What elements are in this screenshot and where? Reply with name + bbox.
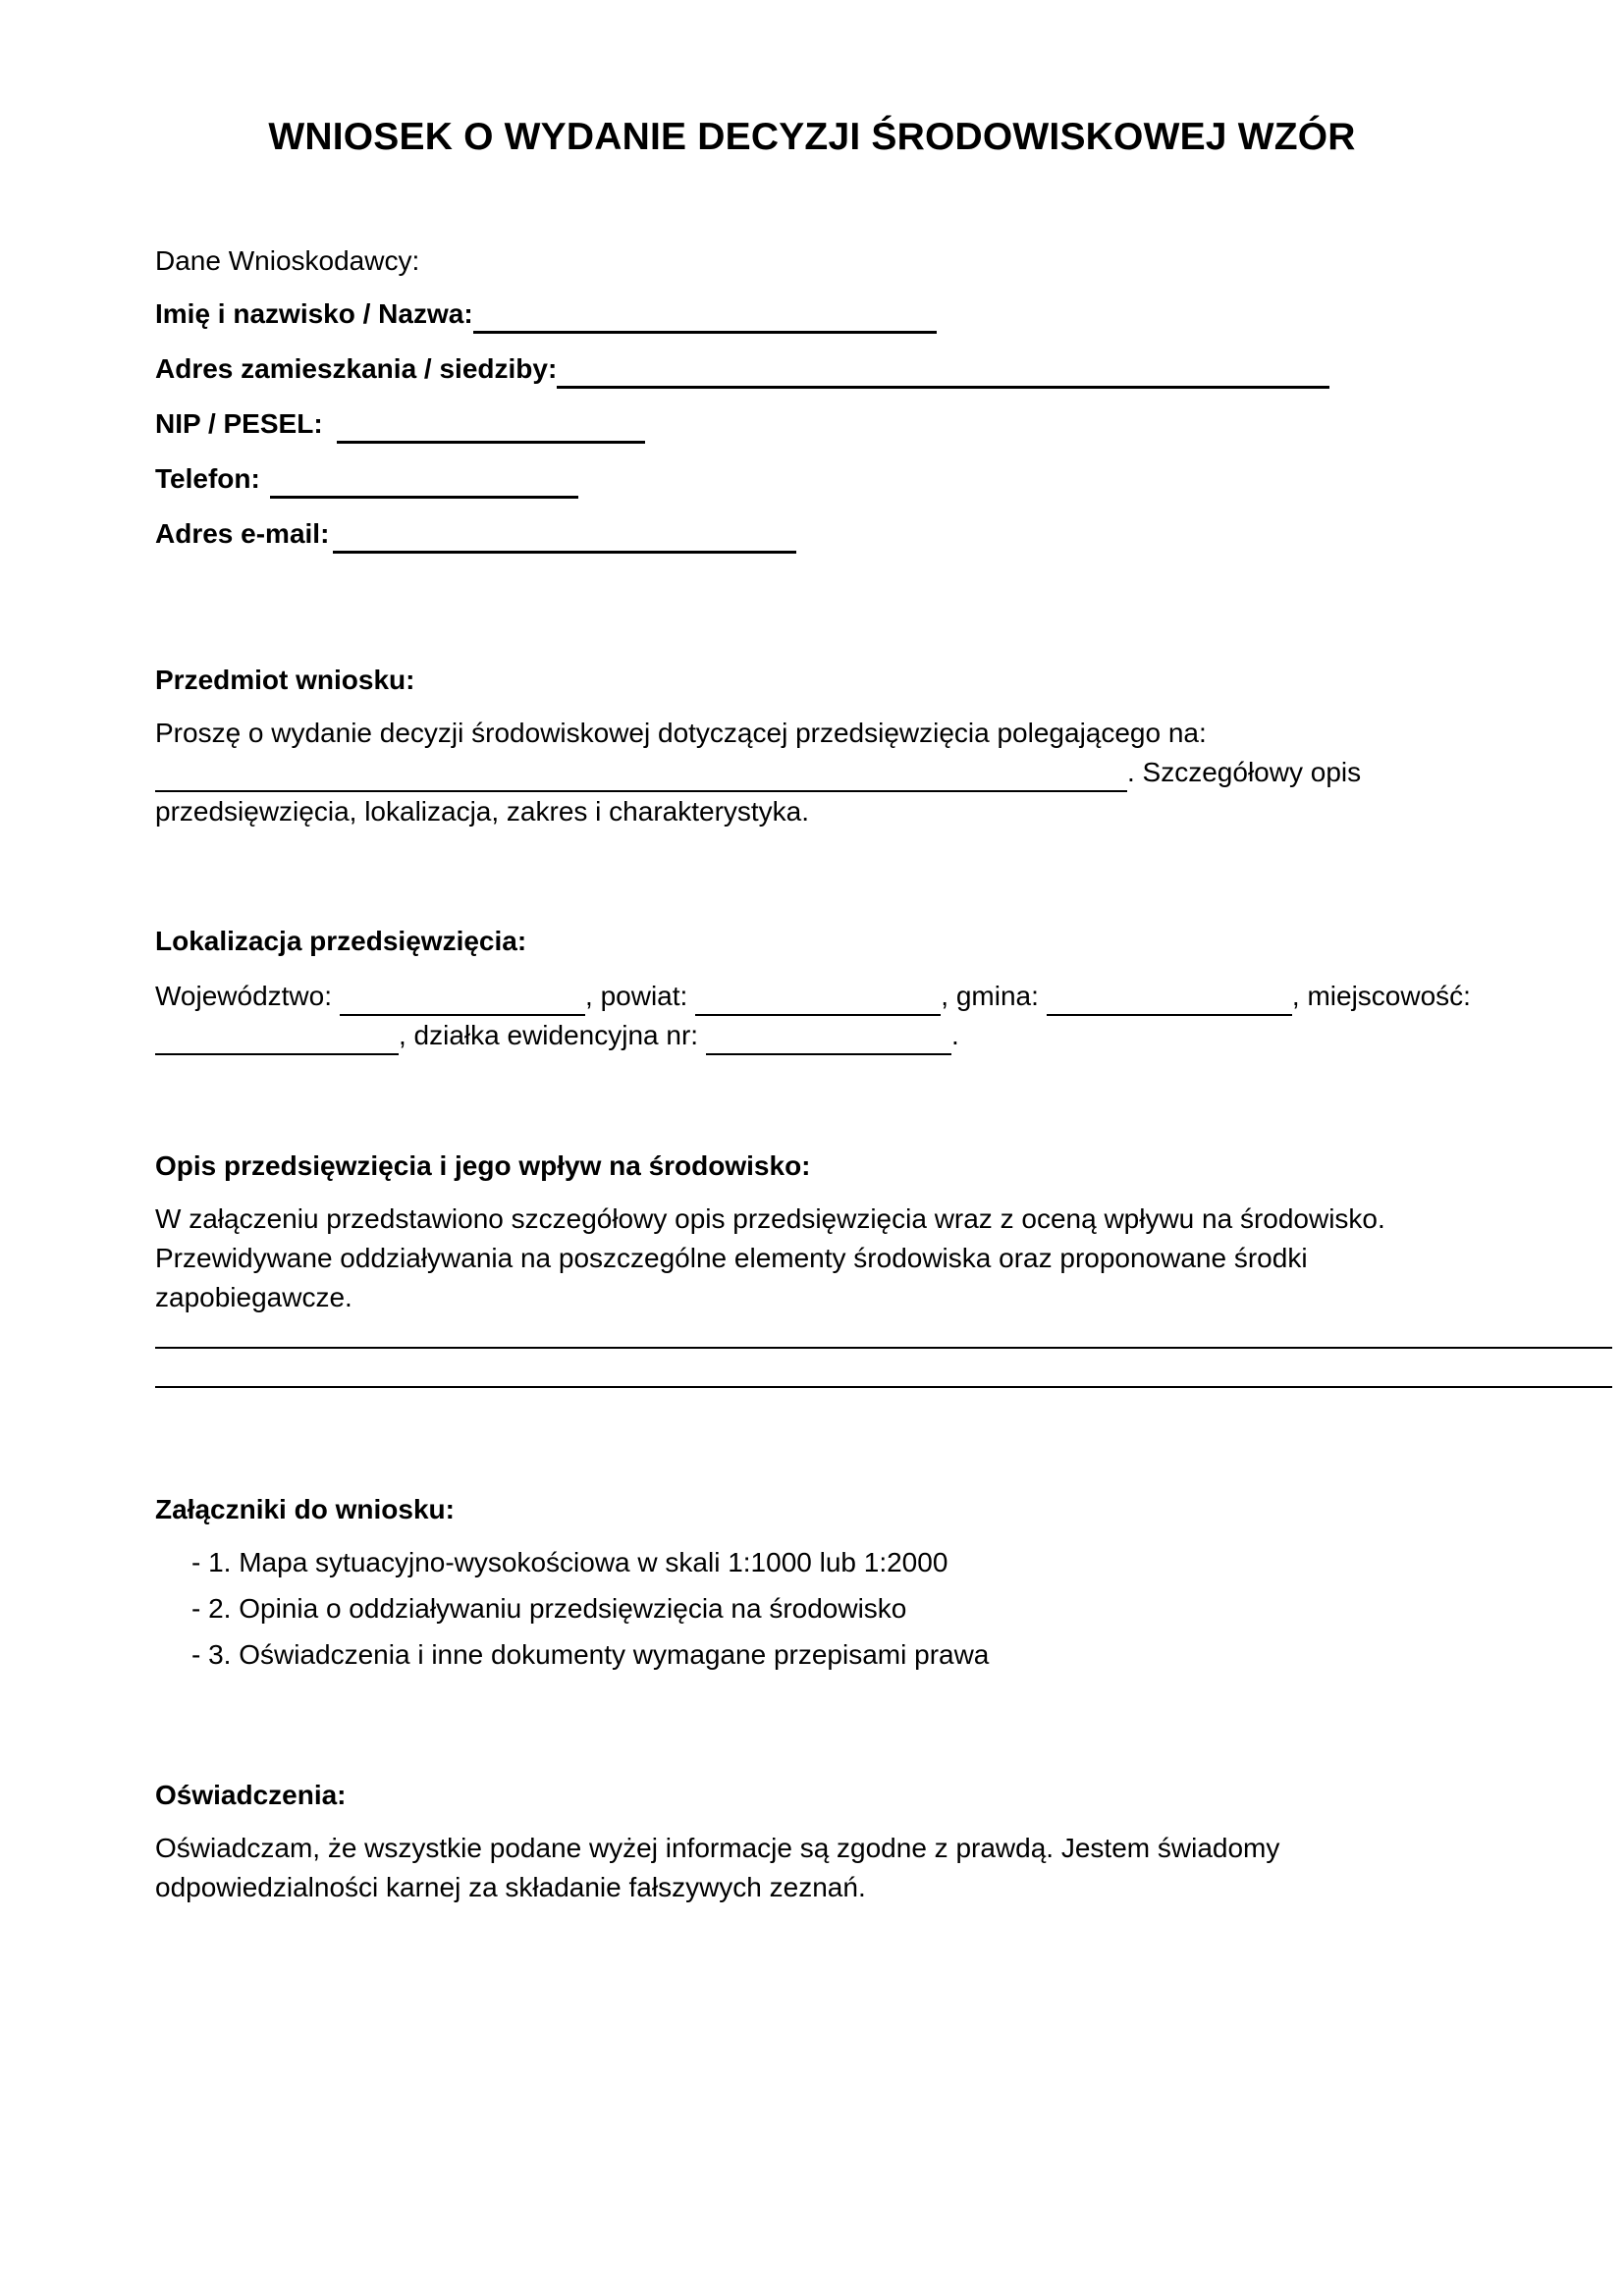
description-line-2: Przewidywane oddziaływania na poszczególne elementy środowiska oraz proponowane środki <box>155 1243 1308 1273</box>
email-input[interactable] <box>333 521 796 554</box>
nip-pesel-field-row <box>155 404 645 444</box>
name-label: Imię i nazwisko / Nazwa: <box>155 298 473 329</box>
commune-label: , gmina: <box>941 981 1039 1011</box>
location-line-1 <box>155 977 1471 1016</box>
nip-pesel-label: NIP / PESEL: <box>155 408 323 439</box>
voivodeship-input[interactable] <box>340 987 585 1016</box>
address-label: Adres zamieszkania / siedziby: <box>155 353 558 384</box>
address-field-row <box>155 349 1329 389</box>
applicant-heading: Dane Wnioskodawcy: <box>155 245 420 276</box>
nip-pesel-input[interactable] <box>337 411 645 444</box>
email-field-row <box>155 514 796 554</box>
plot-number-input[interactable] <box>706 1026 951 1055</box>
attachment-item: - 3. Oświadczenia i inne dokumenty wymagane przepisami prawa <box>191 1639 990 1670</box>
phone-input[interactable] <box>270 466 578 499</box>
name-input[interactable] <box>473 301 937 334</box>
description-line-3: zapobiegawcze. <box>155 1282 352 1312</box>
subject-line-1: Proszę o wydanie decyzji środowiskowej dotyczącej przedsięwzięcia polegającego na: <box>155 718 1207 748</box>
document-title: WNIOSEK O WYDANIE DECYZJI ŚRODOWISKOWEJ WZÓR <box>268 116 1356 158</box>
name-field-row <box>155 294 937 334</box>
description-input-line-1[interactable] <box>155 1347 1612 1349</box>
subject-line-2-suffix: . Szczegółowy opis <box>1127 757 1362 787</box>
location-end: . <box>951 1020 959 1050</box>
plot-label: , działka ewidencyjna nr: <box>399 1020 699 1050</box>
phone-field-row <box>155 459 578 499</box>
location-line-2 <box>155 1016 959 1055</box>
description-heading: Opis przedsięwzięcia i jego wpływ na środowisko: <box>155 1150 811 1181</box>
declarations-line-2: odpowiedzialności karnej za składanie fałszywych zeznań. <box>155 1872 866 1902</box>
attachment-item: - 2. Opinia o oddziaływaniu przedsięwzięcia na środowisko <box>191 1593 907 1624</box>
district-label: , powiat: <box>585 981 688 1011</box>
project-description-input[interactable] <box>155 763 1127 792</box>
description-line-1: W załączeniu przedstawiono szczegółowy opis przedsięwzięcia wraz z oceną wpływu na środowisko. <box>155 1203 1385 1234</box>
attachment-item: - 1. Mapa sytuacyjno-wysokościowa w skali 1:1000 lub 1:2000 <box>191 1547 948 1577</box>
declarations-line-1: Oświadczam, że wszystkie podane wyżej informacje są zgodne z prawdą. Jestem świadomy <box>155 1833 1280 1863</box>
location-heading: Lokalizacja przedsięwzięcia: <box>155 926 527 956</box>
attachments-heading: Załączniki do wniosku: <box>155 1494 455 1524</box>
phone-label: Telefon: <box>155 463 260 494</box>
address-input[interactable] <box>557 356 1329 389</box>
subject-heading: Przedmiot wniosku: <box>155 665 415 695</box>
subject-line-2 <box>155 753 1361 792</box>
description-input-line-2[interactable] <box>155 1386 1612 1388</box>
town-input[interactable] <box>155 1026 399 1055</box>
declarations-heading: Oświadczenia: <box>155 1780 347 1810</box>
district-input[interactable] <box>695 987 941 1016</box>
voivodeship-label: Województwo: <box>155 981 333 1011</box>
commune-input[interactable] <box>1047 987 1292 1016</box>
email-label: Adres e-mail: <box>155 518 330 549</box>
town-label: , miejscowość: <box>1291 981 1471 1011</box>
subject-line-3: przedsięwzięcia, lokalizacja, zakres i charakterystyka. <box>155 796 810 827</box>
